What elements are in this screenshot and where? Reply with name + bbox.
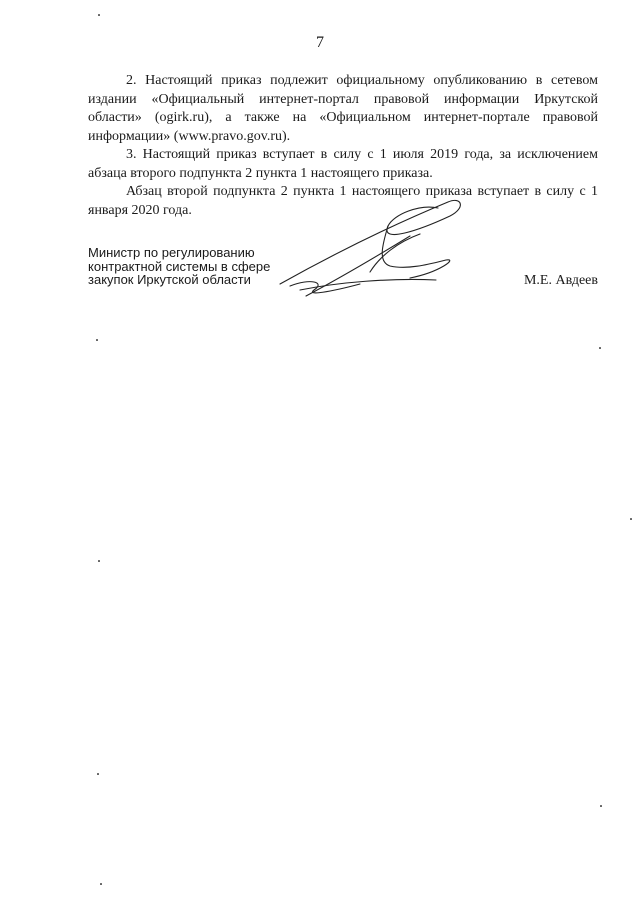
handwritten-signature bbox=[270, 186, 470, 306]
signer-title-line: контрактной системы в сфере bbox=[88, 258, 271, 274]
scan-speck bbox=[599, 347, 601, 349]
signer-name: М.Е. Авдеев bbox=[523, 273, 598, 288]
scan-speck bbox=[100, 883, 102, 885]
paragraph-effective-date: 3. Настоящий приказ вступает в силу с 1 июля 2019 года, за исключением абзаца второго подпункта 2 пункта 1 настоящего приказа. bbox=[88, 147, 598, 181]
page-number: 7 bbox=[316, 34, 324, 51]
signer-title-line: закупок Иркутской области bbox=[88, 272, 251, 287]
paragraph-publication: 2. Настоящий приказ подлежит официальному опубликованию в сетевом издании «Официальный интернет-портал правовой информации Иркутской области» (ogirk.ru), а также на «Официальном интернет-портале правовой информации» (www.pravo.gov.ru). bbox=[88, 73, 598, 144]
scan-speck bbox=[600, 805, 602, 807]
scan-speck bbox=[630, 518, 632, 520]
paragraph-exception-date: Абзац второй подпункта 2 пункта 1 настоящего приказа вступает в силу с 1 января 2020 года. bbox=[88, 184, 598, 218]
scan-speck bbox=[98, 14, 100, 16]
scan-speck bbox=[96, 339, 98, 341]
signer-title bbox=[88, 246, 270, 287]
signer-title-line: Министр по регулированию bbox=[88, 245, 255, 260]
scan-speck bbox=[97, 773, 99, 775]
scan-speck bbox=[98, 560, 100, 562]
